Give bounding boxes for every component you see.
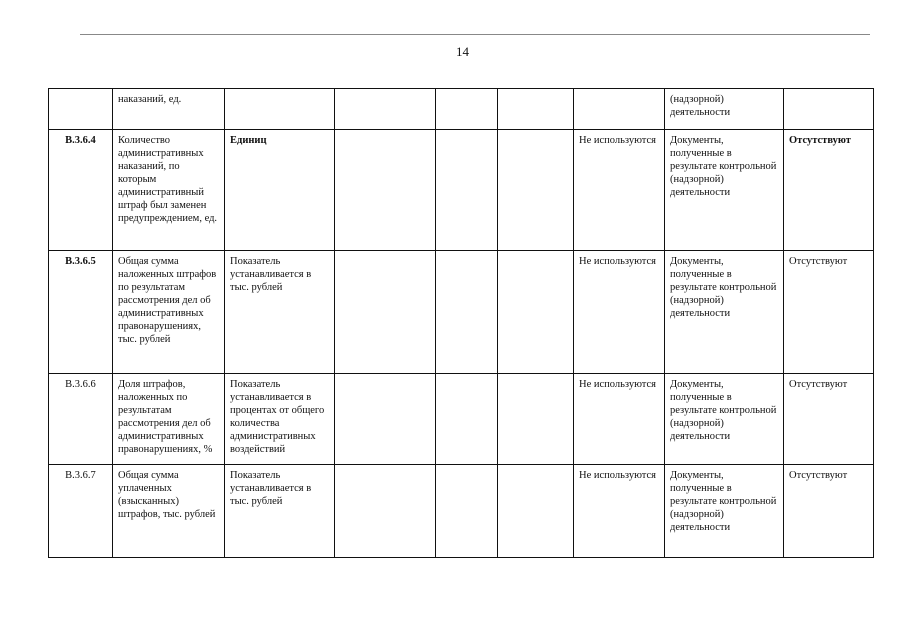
indicators-table	[48, 88, 874, 558]
cell-not-used: Не используются	[574, 251, 665, 374]
cell-status: Отсутствуют	[784, 130, 874, 251]
cell-unit: Показатель устанавливается в тыс. рублей	[225, 465, 335, 558]
cell-source: Документы, полученные в результате контрольной (надзорной) деятельности	[665, 251, 784, 374]
cell-empty	[335, 89, 436, 130]
table-row	[49, 374, 874, 465]
cell-code: B.3.6.7	[49, 465, 113, 558]
cell-source: (надзорной) деятельности	[665, 89, 784, 130]
cell-empty	[436, 465, 498, 558]
cell-empty	[436, 251, 498, 374]
cell-empty	[335, 465, 436, 558]
cell-code: B.3.6.4	[49, 130, 113, 251]
cell-empty	[498, 465, 574, 558]
cell-unit: Показатель устанавливается в процентах от общего количества административных воздействий	[225, 374, 335, 465]
cell-empty	[436, 89, 498, 130]
table-row	[49, 251, 874, 374]
cell-empty	[335, 251, 436, 374]
cell-empty	[436, 374, 498, 465]
cell-unit: Показатель устанавливается в тыс. рублей	[225, 251, 335, 374]
cell-empty	[498, 130, 574, 251]
cell-status	[784, 89, 874, 130]
table-row	[49, 465, 874, 558]
cell-empty	[498, 251, 574, 374]
cell-empty	[436, 130, 498, 251]
cell-name: Доля штрафов, наложенных по результатам рассмотрения дел об административных правонарушениях, %	[113, 374, 225, 465]
cell-not-used: Не используются	[574, 465, 665, 558]
cell-code	[49, 89, 113, 130]
cell-name: наказаний, ед.	[113, 89, 225, 130]
cell-name: Общая сумма уплаченных (взысканных) штрафов, тыс. рублей	[113, 465, 225, 558]
cell-status: Отсутствуют	[784, 465, 874, 558]
cell-unit: Единиц	[225, 130, 335, 251]
table-row	[49, 130, 874, 251]
cell-empty	[498, 89, 574, 130]
cell-name: Общая сумма наложенных штрафов по результатам рассмотрения дел об административных правонарушениях, тыс. рублей	[113, 251, 225, 374]
cell-status: Отсутствуют	[784, 251, 874, 374]
cell-code: B.3.6.5	[49, 251, 113, 374]
cell-status: Отсутствуют	[784, 374, 874, 465]
header-rule	[80, 34, 870, 35]
cell-empty	[498, 374, 574, 465]
cell-source: Документы, полученные в результате контрольной (надзорной) деятельности	[665, 374, 784, 465]
cell-unit	[225, 89, 335, 130]
cell-not-used: Не используются	[574, 374, 665, 465]
cell-empty	[335, 374, 436, 465]
cell-not-used: Не используются	[574, 130, 665, 251]
cell-source: Документы, полученные в результате контрольной (надзорной) деятельности	[665, 465, 784, 558]
cell-source: Документы, полученные в результате контрольной (надзорной) деятельности	[665, 130, 784, 251]
cell-code: B.3.6.6	[49, 374, 113, 465]
cell-empty	[335, 130, 436, 251]
table-row	[49, 89, 874, 130]
cell-name: Количество административных наказаний, по которым административный штраф был заменен предупреждением, ед.	[113, 130, 225, 251]
page-number: 14	[456, 44, 469, 59]
cell-not-used	[574, 89, 665, 130]
